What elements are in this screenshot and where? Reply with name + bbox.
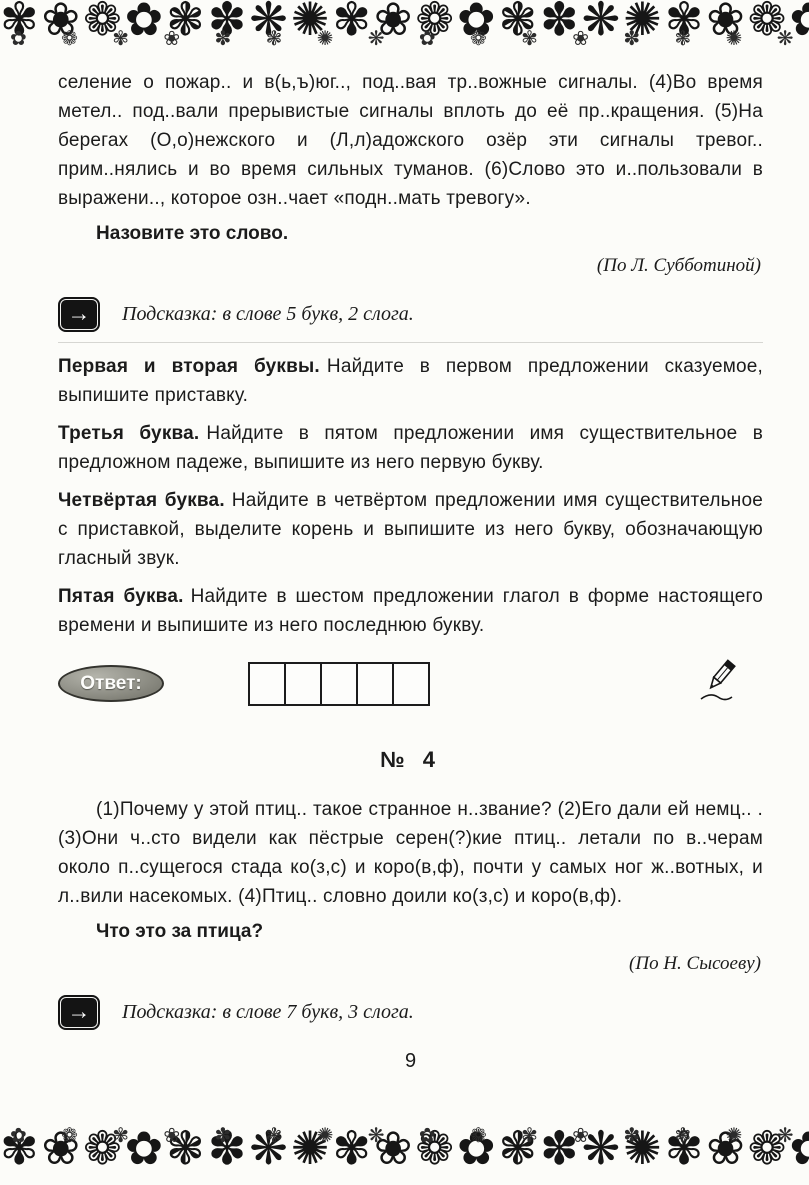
step-4-text: Найдите в шестом предложении глагол в форме настоящего времени и выпишите из него последнюю букву. <box>58 586 763 636</box>
page-content <box>0 56 809 1073</box>
arrow-glyph: → <box>67 300 91 326</box>
bottom-ornament-border <box>0 1119 809 1185</box>
step-2 <box>58 419 763 477</box>
task4-question: Что это за птица? <box>96 921 264 942</box>
answer-cell <box>356 662 394 706</box>
task3-hint-text: Подсказка: в слове 5 букв, 2 слога. <box>122 303 414 325</box>
pencil-icon <box>697 658 743 709</box>
answer-cell <box>320 662 358 706</box>
hint-divider <box>58 342 763 343</box>
task3-attribution: (По Л. Субботиной) <box>596 255 761 276</box>
task4-hint-row <box>58 995 763 1030</box>
task3-question: Назовите это слово. <box>96 223 289 244</box>
answer-label: Ответ: <box>80 672 142 694</box>
answer-cell <box>284 662 322 706</box>
top-ornament-border <box>0 0 809 56</box>
task4-hint-text: Подсказка: в слове 7 букв, 3 слога. <box>122 1001 414 1023</box>
answer-label-badge <box>58 665 164 702</box>
step-3-label: Четвёртая буква. <box>58 490 225 511</box>
step-2-label: Третья буква. <box>58 423 200 444</box>
step-2-text: Найдите в пятом предложении имя существительное в предложном падеже, выпишите из него первую букву. <box>58 423 763 473</box>
arrow-glyph: → <box>67 998 91 1024</box>
step-4 <box>58 582 763 640</box>
step-1 <box>58 352 763 410</box>
arrow-right-icon <box>58 297 100 332</box>
step-1-label: Первая и вторая буквы. <box>58 356 320 377</box>
step-1-text: Найдите в первом предложении сказуемое, выпишите приставку. <box>58 356 763 406</box>
page-number: 9 <box>404 1050 417 1072</box>
task4-title: № 4 <box>380 747 441 772</box>
answer-cells <box>248 662 430 706</box>
step-3 <box>58 486 763 573</box>
step-4-label: Пятая буква. <box>58 586 184 607</box>
answer-cell <box>392 662 430 706</box>
task3-hint-row <box>58 297 763 332</box>
task4-text: (1)Почему у этой птиц.. такое странное н..звание? (2)Его дали ей немц.. . (3)Они ч..сто видели как пёстрые серен(?)кие птиц.. летали по в..черам около п..сущегося стада ко(з,с) и коро(в,ф), почти у самых ног ж..вотных, и л..вили насекомых. (4)Птиц.. словно доили ко(з,с) и коро(в,ф). <box>58 799 763 907</box>
answer-row <box>58 658 763 709</box>
task3-continuation-text: селение о пожар.. и в(ь,ъ)юг.., под..вая тр..вожные сигналы. (4)Во время метел.. под..вали прерывистые сигналы вплоть до её пр..кращения. (5)На берегах (О,о)нежского и (Л,л)адожского озёр эти сигналы тревог.. прим..нялись и во время сильных туманов. (6)Слово это и..пользовали в выражени.., которое озн..чает «подн..мать тревогу». <box>58 72 763 209</box>
task4-attribution: (По Н. Сысоеву) <box>629 953 761 974</box>
step-3-text: Найдите в четвёртом предложении имя существительное с приставкой, выделите корень и выпишите из него букву, обозначающую гласный звук. <box>58 490 763 569</box>
arrow-right-icon <box>58 995 100 1030</box>
answer-cell <box>248 662 286 706</box>
